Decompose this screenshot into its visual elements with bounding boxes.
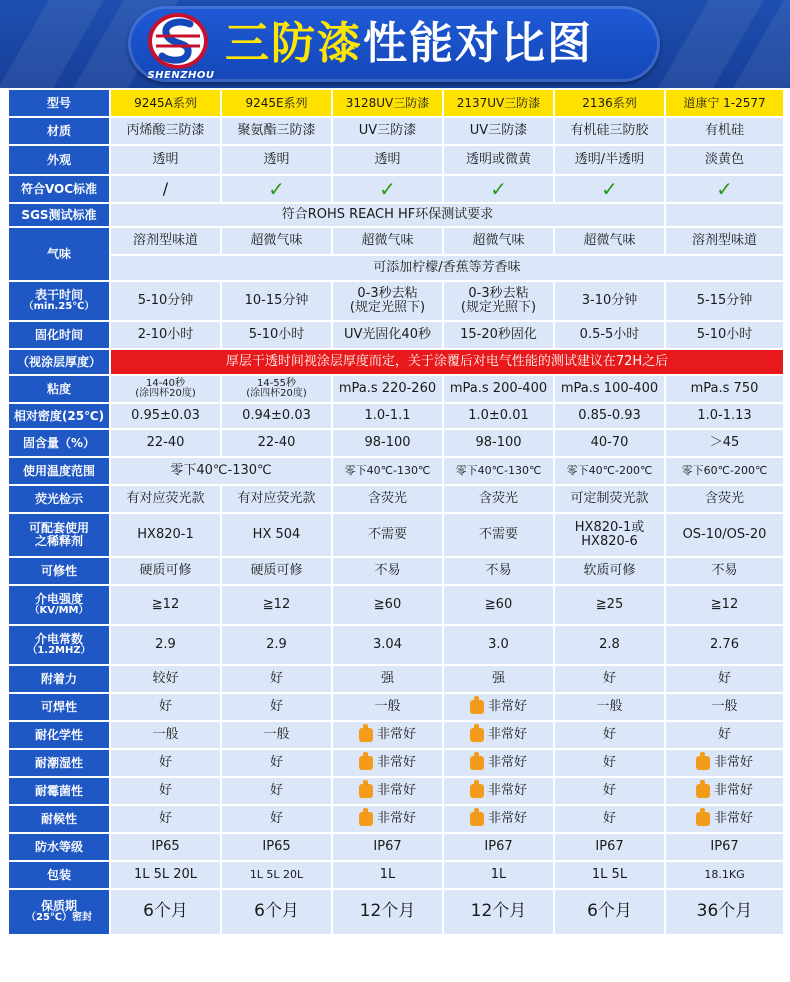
table-cell: 14-55秒 (涂四杯20度) — [222, 376, 333, 402]
row-label: 耐潮湿性 — [9, 750, 111, 776]
row-label: 粘度 — [9, 376, 111, 402]
row-label: 耐霉菌性 — [9, 778, 111, 804]
header-banner — [0, 0, 790, 88]
table-cell: 0.95±0.03 — [111, 404, 222, 428]
table-cell: 好 — [555, 778, 666, 804]
thumbs-up-icon — [359, 812, 373, 826]
table-cell: 硬质可修 — [111, 558, 222, 584]
cell-text: 非常好 — [487, 783, 527, 799]
thumbs-up-icon — [470, 728, 484, 742]
table-cell: 1L 5L — [555, 862, 666, 888]
cell-text: 非常好 — [713, 755, 753, 771]
table-cell: 好 — [111, 750, 222, 776]
table-cell: 好 — [222, 806, 333, 832]
table-cell: 1L 5L 20L — [111, 862, 222, 888]
table-row-thinner — [9, 514, 783, 558]
row-label — [9, 586, 111, 624]
table-row-package — [9, 862, 783, 890]
check-icon: ✓ — [333, 176, 444, 202]
table-cell: mPa.s 200-400 — [444, 376, 555, 402]
table-cell — [666, 204, 783, 226]
row-label: 可焊性 — [9, 694, 111, 720]
label-line1: 保质期 — [40, 899, 77, 914]
cell-text: 非常好 — [487, 699, 527, 715]
table-row-cure-time — [9, 322, 783, 350]
table-cell-span: 符合ROHS REACH HF环保测试要求 — [111, 204, 666, 226]
row-label: 荧光检示 — [9, 486, 111, 512]
table-cell: 2.9 — [111, 626, 222, 664]
table-row-dry-time — [9, 282, 783, 322]
table-cell — [666, 806, 783, 832]
table-cell: UV三防漆 — [333, 118, 444, 144]
table-cell: 1L — [333, 862, 444, 888]
table-cell: 12个月 — [333, 890, 444, 934]
table-cell: 好 — [666, 722, 783, 748]
table-cell: 2.8 — [555, 626, 666, 664]
row-label: 外观 — [9, 146, 111, 174]
table-cell: 好 — [555, 722, 666, 748]
cell-text: 非常好 — [376, 755, 416, 771]
table-cell: 不易 — [333, 558, 444, 584]
table-cell: IP67 — [333, 834, 444, 860]
cell-text: 非常好 — [487, 727, 527, 743]
table-row-model — [9, 90, 783, 118]
table-cell: 好 — [111, 694, 222, 720]
table-cell: 3.04 — [333, 626, 444, 664]
table-cell-span: 零下40℃-130℃ — [111, 458, 333, 484]
table-cell — [333, 722, 444, 748]
table-cell: IP67 — [444, 834, 555, 860]
table-cell: HX 504 — [222, 514, 333, 556]
row-label: 防水等级 — [9, 834, 111, 860]
table-cell — [666, 778, 783, 804]
cell-text: 非常好 — [487, 755, 527, 771]
table-row-fluor — [9, 486, 783, 514]
model-header: 道康宁 1-2577 — [666, 90, 783, 116]
row-label — [9, 514, 111, 556]
thumbs-up-icon — [359, 756, 373, 770]
table-cell: 超微气味 — [444, 228, 555, 254]
table-cell: 丙烯酸三防漆 — [111, 118, 222, 144]
cell-text: 非常好 — [376, 783, 416, 799]
table-row-chem — [9, 722, 783, 750]
warning-bar: 厚层干透时间视涂层厚度而定，关于涂覆后对电气性能的测试建议在72H之后 — [111, 350, 783, 374]
row-label: 包装 — [9, 862, 111, 888]
label-line2: （1.2MHZ） — [27, 645, 91, 657]
table-cell: IP65 — [222, 834, 333, 860]
table-cell: 好 — [111, 806, 222, 832]
table-cell: HX820-1 — [111, 514, 222, 556]
row-label — [9, 322, 111, 348]
table-cell: 零下40℃-130℃ — [444, 458, 555, 484]
table-cell: 1.0-1.1 — [333, 404, 444, 428]
table-cell: 15-20秒固化 — [444, 322, 555, 348]
cell-text: 非常好 — [487, 811, 527, 827]
table-cell: 硬质可修 — [222, 558, 333, 584]
table-cell: 超微气味 — [555, 228, 666, 254]
table-row-solderability — [9, 694, 783, 722]
table-row-viscosity — [9, 376, 783, 404]
table-cell: HX820-1或 HX820-6 — [555, 514, 666, 556]
table-cell: 透明 — [333, 146, 444, 174]
table-row-weather — [9, 806, 783, 834]
row-label: 气味 — [9, 228, 111, 280]
table-cell: ＞45 — [666, 430, 783, 456]
table-cell: 一般 — [222, 722, 333, 748]
label-line1: 表干时间 — [34, 288, 83, 303]
table-cell — [333, 806, 444, 832]
row-label: 耐化学性 — [9, 722, 111, 748]
shenzhou-logo — [146, 10, 210, 72]
row-label: SGS测试标准 — [9, 204, 111, 226]
comparison-table — [9, 90, 783, 934]
table-cell: 5-10小时 — [222, 322, 333, 348]
table-row-voc — [9, 176, 783, 204]
row-label — [9, 282, 111, 320]
table-cell: 透明或微黄 — [444, 146, 555, 174]
logo-text: SHENZHOU — [147, 70, 215, 81]
table-row-repair — [9, 558, 783, 586]
table-cell: 3.0 — [444, 626, 555, 664]
label-line2: （25℃）密封 — [25, 912, 93, 924]
table-row-odor — [9, 228, 783, 282]
table-cell: 不易 — [666, 558, 783, 584]
table-cell: 40-70 — [555, 430, 666, 456]
table-cell — [444, 722, 555, 748]
table-cell: 透明 — [222, 146, 333, 174]
table-cell: 6个月 — [222, 890, 333, 934]
table-cell: 强 — [333, 666, 444, 692]
table-cell: 10-15分钟 — [222, 282, 333, 320]
thumbs-up-icon — [359, 784, 373, 798]
table-cell: OS-10/OS-20 — [666, 514, 783, 556]
row-label: 使用温度范围 — [9, 458, 111, 484]
table-cell: 有机硅 — [666, 118, 783, 144]
thumbs-up-icon — [470, 700, 484, 714]
table-cell: 有机硅三防胶 — [555, 118, 666, 144]
table-cell: 较好 — [111, 666, 222, 692]
check-icon: ✓ — [444, 176, 555, 202]
table-cell — [444, 750, 555, 776]
table-cell: 5-15分钟 — [666, 282, 783, 320]
table-cell: 好 — [666, 666, 783, 692]
table-cell — [444, 694, 555, 720]
table-cell: 22-40 — [111, 430, 222, 456]
table-cell: ≧60 — [333, 586, 444, 624]
table-cell: 零下60℃-200℃ — [666, 458, 783, 484]
table-cell: 2.9 — [222, 626, 333, 664]
table-cell: 0.85-0.93 — [555, 404, 666, 428]
table-cell: ≧25 — [555, 586, 666, 624]
table-cell: 好 — [222, 750, 333, 776]
table-row-mold — [9, 778, 783, 806]
table-cell: ≧12 — [222, 586, 333, 624]
table-cell: 不易 — [444, 558, 555, 584]
row-label — [9, 626, 111, 664]
model-header: 9245A系列 — [111, 90, 222, 116]
table-cell: 14-40秒 (涂四杯20度) — [111, 376, 222, 402]
title-rest: 性能对比图 — [363, 18, 593, 69]
table-cell: 零下40℃-200℃ — [555, 458, 666, 484]
thumbs-up-icon — [470, 812, 484, 826]
cell-text: 非常好 — [713, 783, 753, 799]
table-cell — [444, 806, 555, 832]
label-line1: 介电常数 — [34, 632, 83, 647]
table-cell: 好 — [111, 778, 222, 804]
thumbs-up-icon — [696, 756, 710, 770]
table-cell: 软质可修 — [555, 558, 666, 584]
table-row-temp — [9, 458, 783, 486]
table-row-humidity — [9, 750, 783, 778]
table-cell: 一般 — [666, 694, 783, 720]
table-cell — [333, 750, 444, 776]
table-cell: 一般 — [111, 722, 222, 748]
row-label: 可修性 — [9, 558, 111, 584]
table-cell: IP67 — [666, 834, 783, 860]
cell-text: 非常好 — [376, 811, 416, 827]
table-cell: 含荧光 — [666, 486, 783, 512]
table-cell: 2.76 — [666, 626, 783, 664]
label-line2: 之稀释剂 — [34, 534, 83, 548]
table-row-warning — [9, 350, 783, 376]
check-icon: ✓ — [555, 176, 666, 202]
table-cell: 一般 — [333, 694, 444, 720]
table-cell: 0.5-5小时 — [555, 322, 666, 348]
cell-text: 非常好 — [376, 727, 416, 743]
label-line2: （KV/MM） — [29, 605, 89, 617]
thumbs-up-icon — [470, 784, 484, 798]
table-cell: 好 — [222, 778, 333, 804]
row-label — [9, 890, 111, 934]
table-cell: ≧60 — [444, 586, 555, 624]
table-cell: 12个月 — [444, 890, 555, 934]
table-cell: 不需要 — [333, 514, 444, 556]
table-row-density — [9, 404, 783, 430]
table-cell: 5-10分钟 — [111, 282, 222, 320]
model-header: 9245E系列 — [222, 90, 333, 116]
check-icon: ✓ — [222, 176, 333, 202]
table-cell: IP67 — [555, 834, 666, 860]
table-cell: 不需要 — [444, 514, 555, 556]
table-row-shelf — [9, 890, 783, 934]
cell-text: 非常好 — [713, 811, 753, 827]
table-cell: 0-3秒去粘 (规定光照下) — [333, 282, 444, 320]
table-cell: 溶剂型味道 — [666, 228, 783, 254]
label-line1: 固化时间 — [34, 327, 83, 342]
table-cell: 22-40 — [222, 430, 333, 456]
table-cell: 聚氨酯三防漆 — [222, 118, 333, 144]
table-cell: UV三防漆 — [444, 118, 555, 144]
table-cell: 好 — [555, 806, 666, 832]
table-row-waterproof — [9, 834, 783, 862]
model-header: 3128UV三防漆 — [333, 90, 444, 116]
table-row-adhesion — [9, 666, 783, 694]
row-label: 型号 — [9, 90, 111, 116]
table-cell: 36个月 — [666, 890, 783, 934]
title-highlight: 三防漆 — [225, 18, 363, 69]
table-row-appearance — [9, 146, 783, 176]
table-cell: 淡黄色 — [666, 146, 783, 174]
table-cell: ≧12 — [666, 586, 783, 624]
row-label: 附着力 — [9, 666, 111, 692]
table-cell: 好 — [555, 750, 666, 776]
thumbs-up-icon — [696, 784, 710, 798]
row-label: 材质 — [9, 118, 111, 144]
label-line2: （min.25℃） — [23, 301, 95, 313]
table-cell: 好 — [555, 666, 666, 692]
thumbs-up-icon — [470, 756, 484, 770]
model-header: 2137UV三防漆 — [444, 90, 555, 116]
table-cell: 一般 — [555, 694, 666, 720]
table-cell: mPa.s 750 — [666, 376, 783, 402]
table-cell: 有对应荧光款 — [222, 486, 333, 512]
table-cell: 1L 5L 20L — [222, 862, 333, 888]
table-cell: 溶剂型味道 — [111, 228, 222, 254]
odor-note: 可添加柠檬/香蕉等芳香味 — [111, 256, 783, 280]
table-cell: 1.0±0.01 — [444, 404, 555, 428]
table-row-material — [9, 118, 783, 146]
row-label: 符合VOC标准 — [9, 176, 111, 202]
thumbs-up-icon — [696, 812, 710, 826]
table-row-dielectric-const — [9, 626, 783, 666]
slash-mark: / — [111, 176, 222, 202]
table-cell: 含荧光 — [444, 486, 555, 512]
table-cell: 0-3秒去粘 (规定光照下) — [444, 282, 555, 320]
table-cell: 0.94±0.03 — [222, 404, 333, 428]
table-cell: 透明/半透明 — [555, 146, 666, 174]
table-cell: 3-10分钟 — [555, 282, 666, 320]
thumbs-up-icon — [359, 728, 373, 742]
table-cell: ≧12 — [111, 586, 222, 624]
table-cell: 超微气味 — [222, 228, 333, 254]
table-cell: 6个月 — [555, 890, 666, 934]
table-cell — [666, 750, 783, 776]
table-cell: 1L — [444, 862, 555, 888]
row-label: 相对密度(25℃) — [9, 404, 111, 428]
row-label: （视涂层厚度） — [9, 350, 111, 374]
table-cell: mPa.s 100-400 — [555, 376, 666, 402]
table-cell: 超微气味 — [333, 228, 444, 254]
table-row-solids — [9, 430, 783, 458]
table-cell: 好 — [222, 666, 333, 692]
table-cell: 1.0-1.13 — [666, 404, 783, 428]
table-cell: 6个月 — [111, 890, 222, 934]
page-title — [225, 14, 593, 74]
label-line1: 介电强度 — [34, 592, 83, 607]
table-cell: mPa.s 220-260 — [333, 376, 444, 402]
table-cell: 好 — [222, 694, 333, 720]
table-cell: 可定制荧光款 — [555, 486, 666, 512]
table-cell: UV光固化40秒 — [333, 322, 444, 348]
table-cell: 18.1KG — [666, 862, 783, 888]
table-cell — [444, 778, 555, 804]
row-label: 耐候性 — [9, 806, 111, 832]
label-line1: 可配套使用 — [28, 521, 89, 536]
table-row-dielectric-strength — [9, 586, 783, 626]
table-cell: 强 — [444, 666, 555, 692]
table-cell: 有对应荧光款 — [111, 486, 222, 512]
table-cell: 5-10小时 — [666, 322, 783, 348]
check-icon: ✓ — [666, 176, 783, 202]
table-cell: 零下40℃-130℃ — [333, 458, 444, 484]
table-cell: 98-100 — [333, 430, 444, 456]
table-cell: 含荧光 — [333, 486, 444, 512]
table-cell: 2-10小时 — [111, 322, 222, 348]
model-header: 2136系列 — [555, 90, 666, 116]
table-cell: 透明 — [111, 146, 222, 174]
table-cell: IP65 — [111, 834, 222, 860]
table-row-sgs — [9, 204, 783, 228]
table-cell — [333, 778, 444, 804]
table-cell: 98-100 — [444, 430, 555, 456]
row-label: 固含量（%） — [9, 430, 111, 456]
